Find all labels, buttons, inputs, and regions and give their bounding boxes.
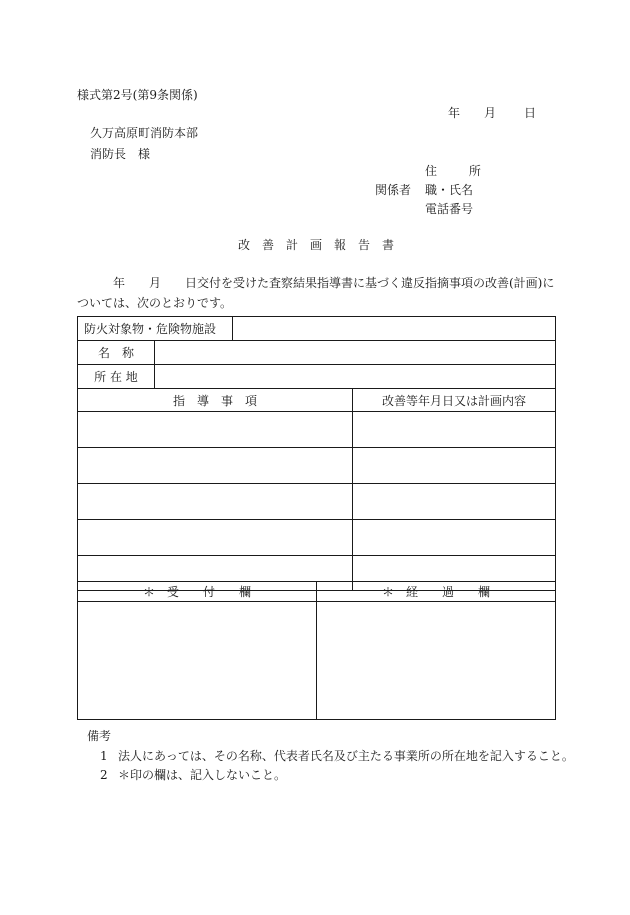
- plan-header: [353, 389, 556, 412]
- note-number: 1: [100, 749, 108, 763]
- notes-heading: 備考: [87, 729, 112, 743]
- form-number: 様式第2号(第9条関係): [77, 88, 198, 102]
- note-item: [100, 766, 286, 783]
- plan-row-4[interactable]: [353, 520, 556, 556]
- report-form-table: [77, 316, 556, 591]
- progress-area: [317, 602, 556, 720]
- phone-label: 電話番号: [425, 202, 474, 216]
- recipient-org: 久万高原町消防本部: [90, 126, 199, 140]
- facility-input[interactable]: [233, 317, 556, 341]
- plan-header-label: 改善等年月日又は計画内容: [382, 393, 527, 408]
- date-year-label: 年: [448, 106, 461, 120]
- guidance-header: [78, 389, 353, 412]
- location-label: 所 在 地: [94, 370, 138, 384]
- party-label: 関係者: [375, 183, 412, 197]
- date-line: [448, 104, 536, 121]
- note-number: 2: [100, 768, 108, 782]
- guidance-header-label: 指 導 事 項: [173, 393, 258, 408]
- name-label-cell: [78, 341, 155, 365]
- office-use-table: [77, 581, 556, 720]
- guidance-row-4[interactable]: [78, 520, 353, 556]
- name-input[interactable]: [155, 341, 556, 365]
- date-day-label: 日: [524, 106, 537, 120]
- recipient-title: 消防長 様: [90, 147, 151, 161]
- note-text: 法人にあっては、その名称、代表者氏名及び主たる事業所の所在地を記入すること。: [118, 749, 574, 763]
- guidance-row-1[interactable]: [78, 412, 353, 448]
- progress-header-label: ＊ 経 過 欄: [381, 585, 490, 599]
- body-paragraph: [77, 273, 557, 313]
- location-label-cell: [78, 365, 155, 389]
- reception-area: [78, 602, 317, 720]
- date-month-label: 月: [484, 106, 497, 120]
- facility-label-cell: [78, 317, 233, 341]
- address-label: 住 所: [425, 164, 495, 178]
- name-label: 名 称: [97, 346, 134, 360]
- facility-label: 防火対象物・危険物施設: [84, 322, 217, 336]
- document-title: 改善計画報告書: [238, 238, 407, 252]
- guidance-row-3[interactable]: [78, 484, 353, 520]
- plan-row-3[interactable]: [353, 484, 556, 520]
- guidance-row-2[interactable]: [78, 448, 353, 484]
- progress-header: [317, 582, 556, 602]
- note-item: [100, 747, 574, 764]
- reception-header-label: ＊ 受 付 欄: [142, 585, 251, 599]
- note-text: ＊印の欄は、記入しないこと。: [118, 768, 287, 782]
- plan-row-1[interactable]: [353, 412, 556, 448]
- location-input[interactable]: [155, 365, 556, 389]
- body-text: 年 月 日交付を受けた査察結果指導書に基づく違反指摘事項の改善(計画)については、次のとおりです。: [77, 276, 555, 310]
- plan-row-2[interactable]: [353, 448, 556, 484]
- reception-header: [78, 582, 317, 602]
- name-title-label: 職・氏名: [425, 183, 474, 197]
